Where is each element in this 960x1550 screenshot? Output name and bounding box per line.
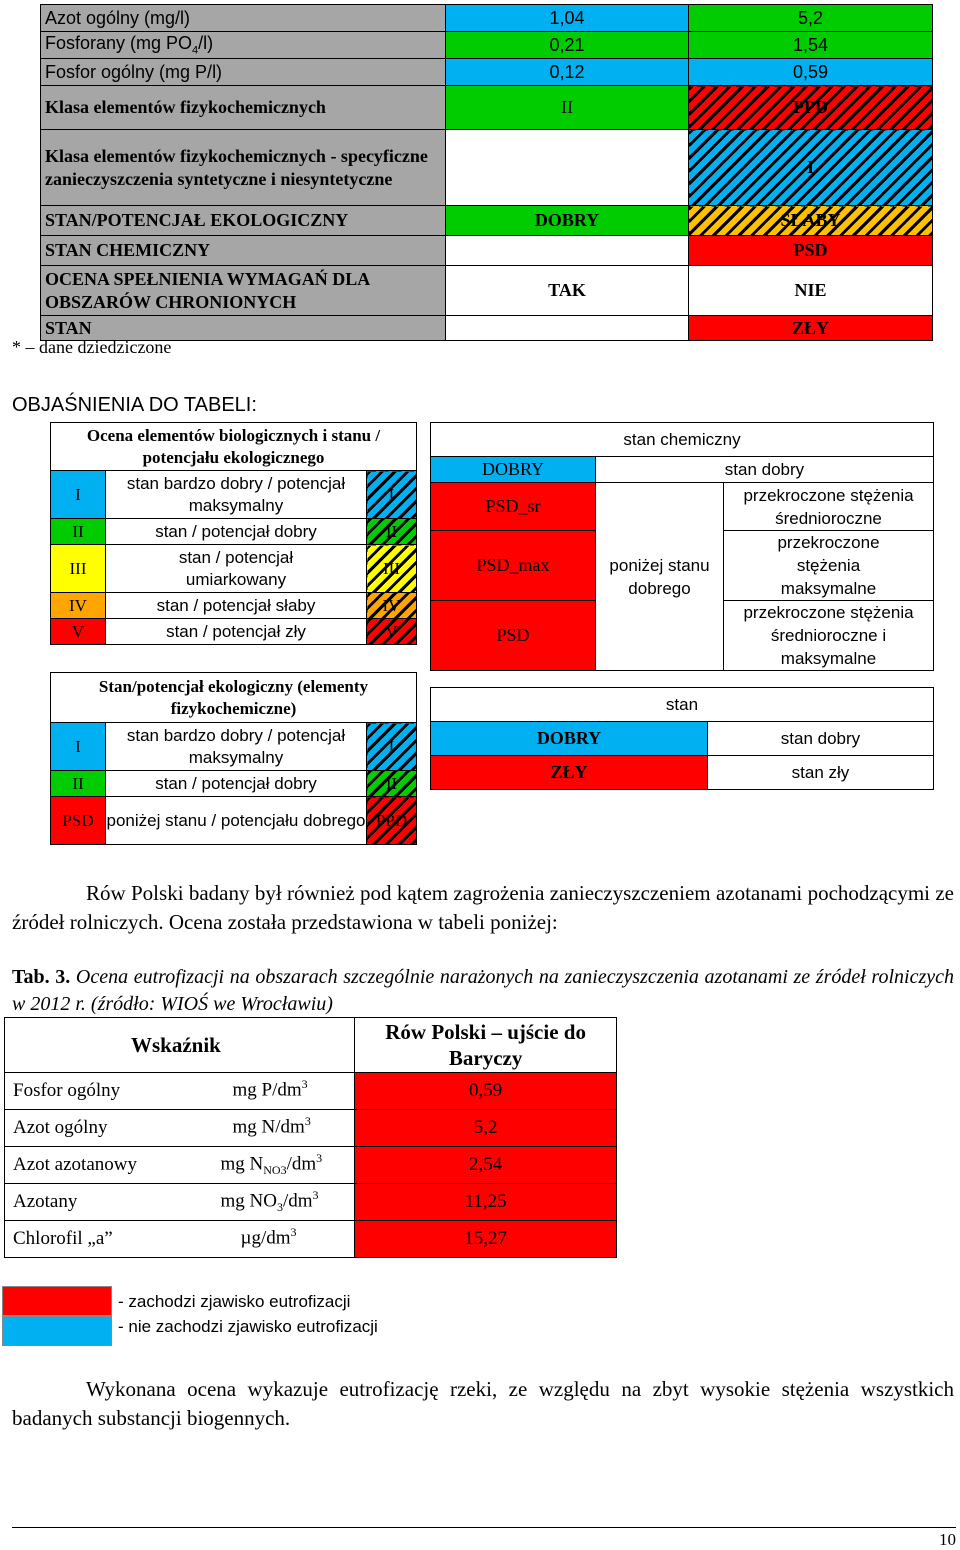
below-cell: poniżej stanu dobrego [596, 483, 724, 671]
legend-swatch-blue [2, 1316, 112, 1346]
value-cell: PPD [689, 86, 933, 130]
empty-cell [446, 316, 689, 341]
value-cell: 0,59 [689, 59, 933, 86]
footnote: * – dane dziedziczone [12, 337, 172, 357]
desc-cell: stan zły [708, 756, 934, 790]
value-cell: 1,04 [446, 5, 689, 32]
indicator-name: Azot ogólny [5, 1110, 205, 1147]
row-label: Azot ogólny (mg/l) [41, 5, 446, 32]
row-label: OCENA SPEŁNIENIA WYMAGAŃ DLA OBSZARÓW CHRONIONYCH [41, 266, 446, 316]
fiz-legend-table [50, 672, 417, 845]
desc-cell: stan / potencjał zły [106, 619, 367, 645]
stan-legend-title: stan [431, 688, 934, 722]
desc-cell: stan dobry [708, 722, 934, 756]
bio-legend-table [50, 422, 417, 645]
indicator-value: 5,2 [355, 1110, 617, 1147]
desc-cell: stan / potencjał umiarkowany [106, 545, 367, 593]
value-cell: I [689, 130, 933, 206]
mark-cell: V [367, 619, 417, 645]
code-cell: DOBRY [431, 457, 596, 483]
value-cell: 1,54 [689, 32, 933, 59]
page-number: 10 [939, 1530, 956, 1549]
row-label: STAN/POTENCJAŁ EKOLOGICZNY [41, 206, 446, 236]
row-label: STAN CHEMICZNY [41, 236, 446, 266]
code-cell: V [51, 619, 106, 645]
mark-cell: III [367, 545, 417, 593]
code-cell: PSD_max [431, 531, 596, 601]
legend-heading: OBJAŚNIENIA DO TABELI: [12, 394, 257, 416]
code-cell: III [51, 545, 106, 593]
code-cell: PSD_sr [431, 483, 596, 531]
mark-cell: II [367, 519, 417, 545]
desc-cell: stan / potencjał słaby [106, 593, 367, 619]
stan-legend-table [430, 687, 934, 790]
legend-text-red: - zachodzi zjawisko eutrofizacji [118, 1292, 351, 1311]
indicator-unit: mg $N/dm^3$ [205, 1110, 355, 1147]
indicator-unit: mg $N_{NO3}/dm^3$ [205, 1147, 355, 1184]
indicator-value: 11,25 [355, 1184, 617, 1221]
value-cell: PSD [689, 236, 933, 266]
indicator-unit: mg $NO_3/dm^3$ [205, 1184, 355, 1221]
assessment-table [40, 4, 933, 341]
value-cell: TAK [446, 266, 689, 316]
chem-legend-table [430, 422, 934, 671]
eutrophication-table [4, 1017, 617, 1258]
indicator-value: 15,27 [355, 1221, 617, 1258]
footer-rule [12, 1527, 956, 1528]
value-cell: 5,2 [689, 5, 933, 32]
desc-cell: stan / potencjał dobry [106, 771, 367, 797]
row-label: Fosforany (mg $PO_4/l$) [41, 32, 446, 59]
indicator-value: 0,59 [355, 1073, 617, 1110]
value-cell: ZŁY [689, 316, 933, 341]
paragraph-intro: Rów Polski badany był również pod kątem zagrożenia zanieczyszczeniem azotanami pochodzącymi ze źródeł rolniczych. Ocena została przedstawiona w tabeli poniżej: [12, 881, 954, 934]
caption-text: Ocena eutrofizacji na obszarach szczególnie narażonych na zanieczyszczenia azotanami ze źródeł rolniczych w 2012 r. (źródło: WIOŚ we Wrocławiu) [12, 966, 954, 1015]
desc-cell: stan / potencjał dobry [106, 519, 367, 545]
row-label: Klasa elementów fizykochemicznych [41, 86, 446, 130]
desc-cell: stan dobry [596, 457, 934, 483]
paragraph-conclusion: Wykonana ocena wykazuje eutrofizację rzeki, ze względu na zbyt wysokie stężenia wszystkich badanych substancji biogennych. [12, 1377, 954, 1430]
mark-cell: I [367, 723, 417, 771]
value-cell: 0,21 [446, 32, 689, 59]
desc-cell: przekroczone stężenia średnioroczne [724, 483, 934, 531]
code-cell: ZŁY [431, 756, 708, 790]
value-cell: DOBRY [446, 206, 689, 236]
indicator-name: Azotany [5, 1184, 205, 1221]
indicator-unit: $\mu g/dm^3$ [205, 1221, 355, 1258]
code-cell: PSD [51, 797, 106, 845]
code-cell: II [51, 771, 106, 797]
indicator-name: Fosfor ogólny [5, 1073, 205, 1110]
mark-cell: PPD [367, 797, 417, 845]
bio-legend-title: Ocena elementów biologicznych i stanu / potencjału ekologicznego [51, 423, 417, 471]
mark-cell: II [367, 771, 417, 797]
value-cell: II [446, 86, 689, 130]
empty-cell [446, 236, 689, 266]
value-cell: 0,12 [446, 59, 689, 86]
header-indicator: Wskaźnik [5, 1018, 355, 1073]
code-cell: IV [51, 593, 106, 619]
indicator-name: Azot azotanowy [5, 1147, 205, 1184]
header-location: Rów Polski – ujście do Baryczy [355, 1018, 617, 1073]
code-cell: II [51, 519, 106, 545]
value-cell: NIE [689, 266, 933, 316]
value-cell: SŁABY [689, 206, 933, 236]
mark-cell: IV [367, 593, 417, 619]
mark-cell: I [367, 471, 417, 519]
indicator-value: 2,54 [355, 1147, 617, 1184]
desc-cell: przekroczone stężenia maksymalne [724, 531, 934, 601]
table-caption [12, 964, 954, 1018]
chem-legend-title: stan chemiczny [431, 423, 934, 457]
code-cell: I [51, 723, 106, 771]
code-cell: PSD [431, 601, 596, 671]
desc-cell: stan bardzo dobry / potencjał maksymalny [106, 723, 367, 771]
code-cell: DOBRY [431, 722, 708, 756]
indicator-unit: mg $P/dm^3$ [205, 1073, 355, 1110]
legend-text-blue: - nie zachodzi zjawisko eutrofizacji [118, 1317, 378, 1336]
legend-swatch-red [2, 1286, 112, 1316]
empty-cell [446, 130, 689, 206]
fiz-legend-title: Stan/potencjał ekologiczny (elementy fizykochemiczne) [51, 673, 417, 723]
desc-cell: stan bardzo dobry / potencjał maksymalny [106, 471, 367, 519]
row-label: Fosfor ogólny (mg P/l) [41, 59, 446, 86]
code-cell: I [51, 471, 106, 519]
caption-label: Tab. 3. [12, 966, 71, 988]
row-label: STAN [41, 316, 446, 341]
desc-cell: przekroczone stężenia średnioroczne i maksymalne [724, 601, 934, 671]
row-label: Klasa elementów fizykochemicznych - specyficzne zanieczyszczenia syntetyczne i niesyntetyczne [41, 130, 446, 206]
desc-cell: poniżej stanu / potencjału dobrego [106, 797, 367, 845]
indicator-name: Chlorofil „a” [5, 1221, 205, 1258]
